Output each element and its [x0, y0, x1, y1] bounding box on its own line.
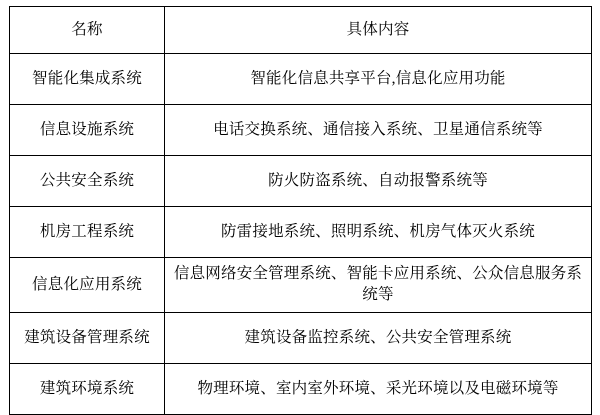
table-row: [10, 258, 592, 313]
row-name: 公共安全系统: [10, 156, 165, 207]
table-row: [10, 313, 592, 364]
row-content: 电话交换系统、通信接入系统、卫星通信系统等: [165, 105, 592, 156]
row-content: 防火防盗系统、自动报警系统等: [165, 156, 592, 207]
row-content: 物理环境、室内室外环境、采光环境以及电磁环境等: [165, 364, 592, 415]
table-row: [10, 54, 592, 105]
row-name: 建筑设备管理系统: [10, 313, 165, 364]
table-row: [10, 105, 592, 156]
row-content: 智能化信息共享平台,信息化应用功能: [165, 54, 592, 105]
table-header-row: [10, 7, 592, 54]
row-name: 信息化应用系统: [10, 258, 165, 313]
row-name: 机房工程系统: [10, 207, 165, 258]
table-row: [10, 207, 592, 258]
row-content: 防雷接地系统、照明系统、机房气体灭火系统: [165, 207, 592, 258]
table-row: [10, 156, 592, 207]
row-name: 智能化集成系统: [10, 54, 165, 105]
table-row: [10, 364, 592, 415]
row-name: 信息设施系统: [10, 105, 165, 156]
row-name: 建筑环境系统: [10, 364, 165, 415]
column-header-content: 具体内容: [165, 7, 592, 54]
column-header-name: 名称: [10, 7, 165, 54]
row-content: 信息网络安全管理系统、智能卡应用系统、公众信息服务系统等: [165, 258, 592, 313]
row-content: 建筑设备监控系统、公共安全管理系统: [165, 313, 592, 364]
specification-table: [9, 6, 592, 415]
